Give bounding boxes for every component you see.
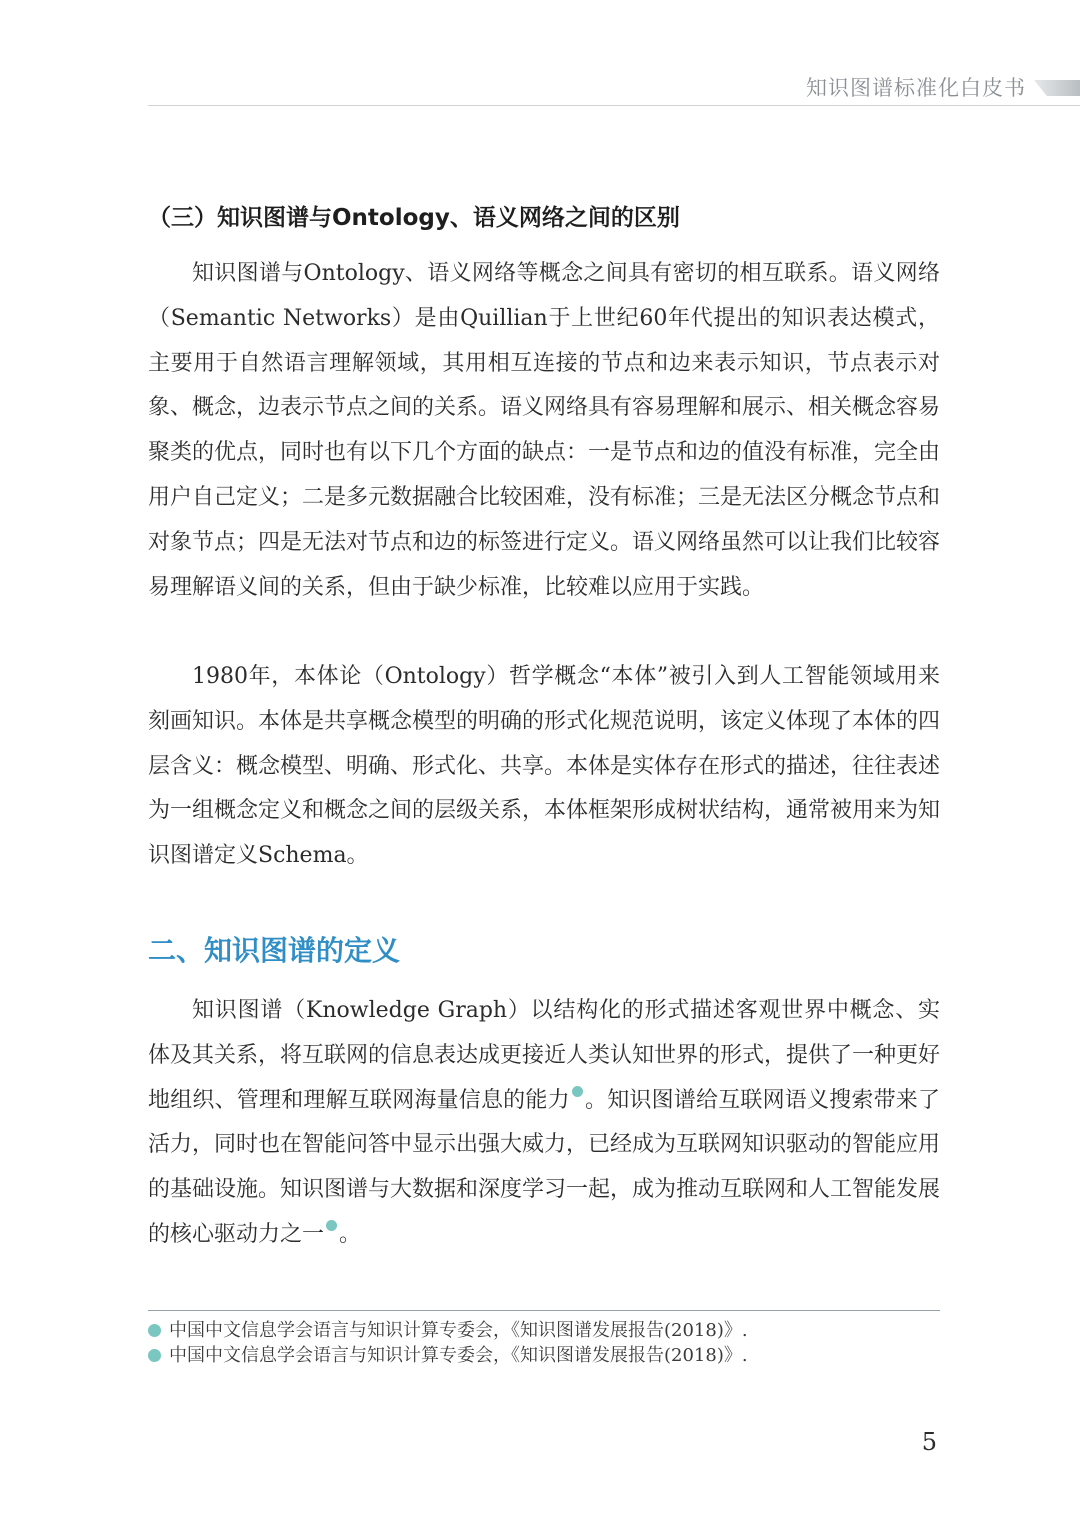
paragraph-text-part: 。知识图谱给互联网语义搜索带来了活力，同时也在智能问答中显示出强大威力，已经成为互联网知识驱动的智能应用的基础设施。知识图谱与大数据和深度学习一起，成为推动互联网和人工智能发展的核心驱动力之一 — [148, 1087, 941, 1247]
footnote-dot-icon — [148, 1324, 161, 1337]
footnote-dot-icon — [148, 1349, 161, 1362]
footnote-item — [148, 1318, 940, 1343]
footnote-marker-icon[interactable] — [326, 1220, 337, 1231]
section-title: 二、知识图谱的定义 — [148, 934, 401, 967]
footnote-marker-icon[interactable] — [572, 1086, 583, 1097]
paragraph-text-part: 知识图谱（Knowledge Graph）以结构化的形式描述客观世界中概念、实体及其关系，将互联网的信息表达成更接近人类认知世界的形式，提供了一种更好地组织、管理和理解互联网海量信息的能力 — [148, 998, 941, 1113]
header-rule — [148, 105, 1080, 106]
footnote-text: 中国中文信息学会语言与知识计算专委会，《知识图谱发展报告(2018)》. — [169, 1320, 748, 1341]
page-number: 5 — [921, 1428, 937, 1456]
paragraph-knowledge-graph-definition — [148, 989, 940, 1258]
subsection-title: （三）知识图谱与Ontology、语义网络之间的区别 — [148, 205, 680, 231]
header-tab-decoration — [1034, 80, 1080, 96]
paragraph-text-part: 。 — [339, 1221, 362, 1247]
running-title: 知识图谱标准化白皮书 — [806, 76, 1026, 100]
footnotes — [148, 1318, 940, 1368]
footnote-rule — [148, 1310, 940, 1311]
footnote-text: 中国中文信息学会语言与知识计算专委会，《知识图谱发展报告(2018)》. — [169, 1345, 748, 1366]
paragraph-ontology: 1980年，本体论（Ontology）哲学概念“本体”被引入到人工智能领域用来刻画知识。本体是共享概念模型的明确的形式化规范说明，该定义体现了本体的四层含义：概念模型、明确、形式化、共享。本体是实体存在形式的描述，往往表述为一组概念定义和概念之间的层级关系，本体框架形成树状结构，通常被用来为知识图谱定义Schema。 — [148, 664, 941, 869]
paragraph-semantic-networks: 知识图谱与Ontology、语义网络等概念之间具有密切的相互联系。语义网络（Semantic Networks）是由Quillian于上世纪60年代提出的知识表达模式，主要用于自然语言理解领域，其用相互连接的节点和边来表示知识，节点表示对象、概念，边表示节点之间的关系。语义网络具有容易理解和展示、相关概念容易聚类的优点，同时也有以下几个方面的缺点：一是节点和边的值没有标准，完全由用户自己定义；二是多元数据融合比较困难，没有标准；三是无法区分概念节点和对象节点；四是无法对节点和边的标签进行定义。语义网络虽然可以让我们比较容易理解语义间的关系，但由于缺少标准，比较难以应用于实践。 — [148, 261, 941, 600]
footnote-item — [148, 1343, 940, 1368]
